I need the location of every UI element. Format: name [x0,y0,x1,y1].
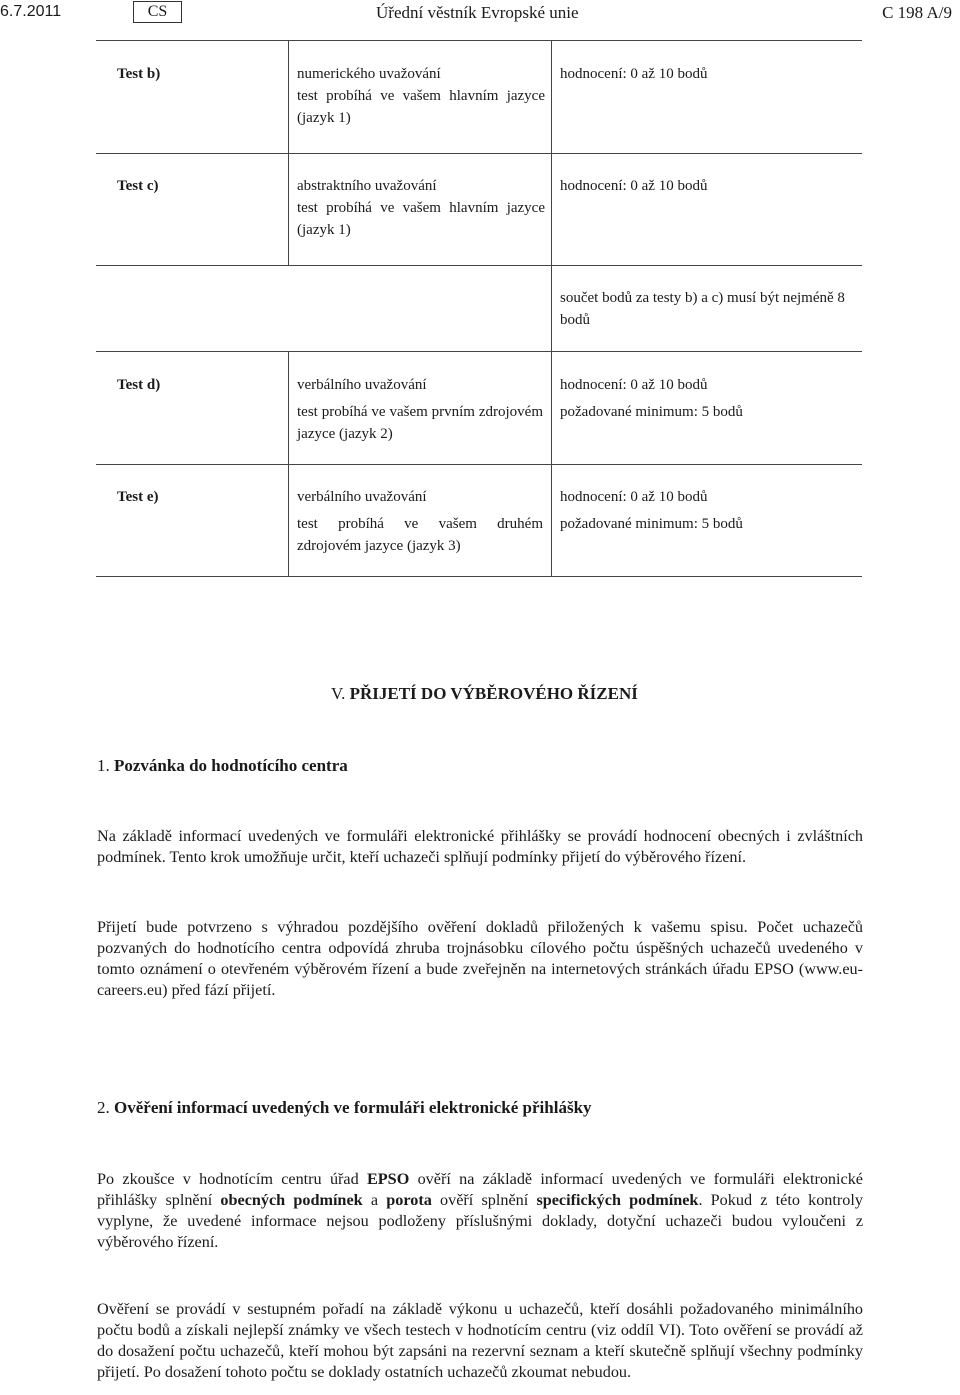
subsection-1-heading [97,756,348,776]
general-conditions-emphasis: obecných podmínek [220,1191,363,1209]
test-e-score [560,486,850,535]
table-col-divider [551,265,552,351]
subsection-2-number: 2. [97,1098,110,1117]
page-reference: C 198 A/9 [882,3,952,22]
section-number: V. [331,684,346,703]
test-c-score: hodnocení: 0 až 10 bodů [560,178,708,194]
test-e-type: verbálního uvažování [297,489,427,505]
specific-conditions-emphasis: specifických podmínek [536,1191,699,1209]
test-d-label: Test d) [117,377,161,393]
epso-emphasis: EPSO [367,1170,410,1188]
subsection-1-title: Pozvánka do hodnotícího centra [114,756,348,775]
test-b-score: hodnocení: 0 až 10 bodů [560,66,708,82]
test-d-score [560,374,850,423]
section-heading [331,684,638,704]
publication-date: 6.7.2011 [0,3,62,20]
language-code-box: CS [133,1,182,23]
test-e-score-range: hodnocení: 0 až 10 bodů [560,489,708,505]
test-b-description [297,63,545,129]
test-e-minimum: požadované minimum: 5 bodů [560,516,743,532]
subsection-2-paragraph-2: Ověření se provádí v sestupném pořadí na základě výkonu u uchazečů, kteří dosáhli požadovaného minimálního počtu bodů a získali nejlepší známky ve všech testech v hodnotícím centru (viz oddíl VI). Toto ověření se provádí až do dosažení počtu uchazečů, kteří mohou být zapsáni na rezervní seznam a kteří skutečně splňují všechny podmínky přijetí. Po dosažení tohoto počtu se doklady ostatních uchazečů zkoumat nebudou. [97,1300,863,1381]
journal-title: Úřední věstník Evropské unie [376,3,579,22]
subsection-1-paragraph-1: Na základě informací uvedených ve formuláři elektronické přihlášky se provádí hodnocení obecných i zvláštních podmínek. Tento krok umožňuje určit, kteří uchazeči splňují podmínky přijetí do výběrového řízení. [97,827,863,866]
test-e-language: test probíhá ve vašem druhém zdrojovém jazyce (jazyk 3) [297,516,543,554]
table-rule [96,464,862,465]
test-e-description [297,486,543,557]
sum-requirement-note: součet bodů za testy b) a c) musí být nejméně 8 bodů [560,290,845,328]
table-col-divider [288,351,289,576]
table-col-divider [551,351,552,576]
test-c-type: abstraktního uvažování [297,178,437,194]
table-col-divider [551,40,552,265]
table-rule-top [96,40,862,41]
test-b-label: Test b) [117,66,161,82]
test-d-type: verbálního uvažování [297,377,427,393]
test-c-language: test probíhá ve vašem hlavním jazyce (jazyk 1) [297,200,545,238]
test-e-label: Test e) [117,489,159,505]
test-d-score-range: hodnocení: 0 až 10 bodů [560,377,708,393]
test-c-label: Test c) [117,178,159,194]
test-d-language: test probíhá ve vašem prvním zdrojovém jazyce (jazyk 2) [297,404,543,442]
subsection-2-title: Ověření informací uvedených ve formuláři elektronické přihlášky [114,1098,592,1117]
subsection-1-paragraph-2: Přijetí bude potvrzeno s výhradou pozdějšího ověření dokladů přiložených k vašemu spisu. Počet uchazečů pozvaných do hodnotícího centra odpovídá zhruba trojnásobku cílového počtu úspěšných uchazečů uvedeného v tomto oznámení o otevřeném výběrovém řízení a bude zveřejněn na internetových stránkách úřadu EPSO (www.eu-careers.eu) před fází přijetí. [97,918,863,999]
jury-emphasis: porota [386,1191,432,1209]
page-header [0,0,960,26]
subsection-2-paragraph-1: Po zkoušce v hodnotícím centru úřad EPSO ověří na základě informací uvedených ve formuláři elektronické přihlášky splnění obecných podmínek a porota ověří splnění specifických podmínek. Pokud z této kontroly vyplyne, že uvedené informace nejsou podloženy příslušnými doklady, dotyční uchazeči budou vyloučeni z výběrového řízení. [97,1170,863,1251]
table-rule [96,351,862,352]
subsection-2-heading [97,1098,592,1118]
table-rule [96,153,862,154]
table-col-divider [288,40,289,265]
test-b-type: numerického uvažování [297,66,441,82]
test-b-language: test probíhá ve vašem hlavním jazyce (jazyk 1) [297,88,545,126]
section-title: PŘIJETÍ DO VÝBĚROVÉHO ŘÍZENÍ [349,684,638,703]
tests-table [96,40,862,577]
subsection-1-number: 1. [97,756,110,775]
test-c-description [297,175,545,241]
table-rule-bottom [96,576,862,577]
test-d-description [297,374,543,445]
test-d-minimum: požadované minimum: 5 bodů [560,404,743,420]
table-rule [96,265,862,266]
